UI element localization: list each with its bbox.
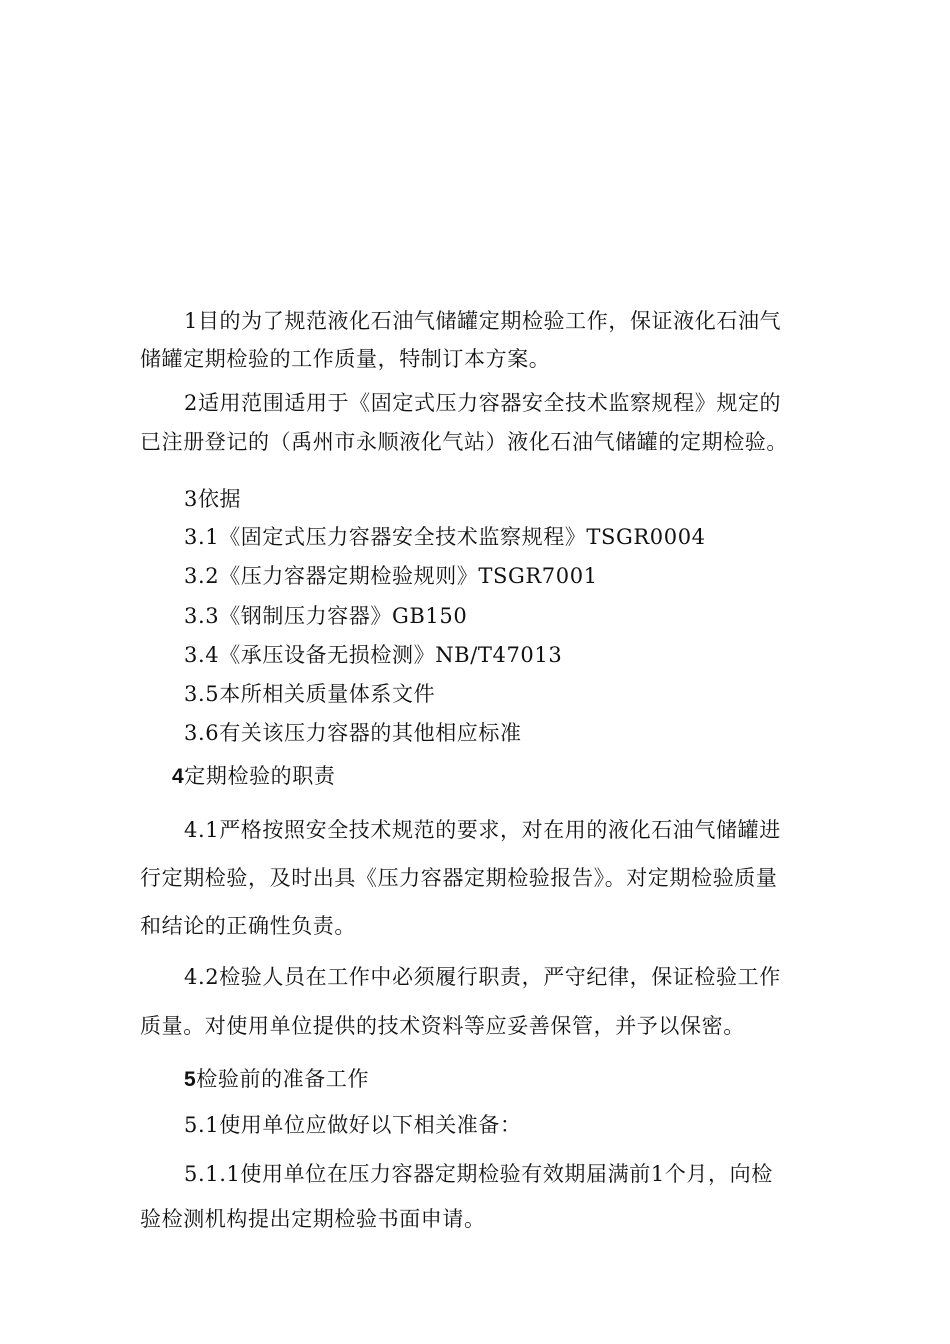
section5-item2-line2: 验检测机构提出定期检验书面申请。 <box>140 1207 486 1231</box>
section5-heading-text: 检验前的准备工作 <box>196 1067 370 1091</box>
section5-item1: 5.1使用单位应做好以下相关准备： <box>184 1113 522 1137</box>
section3-heading: 3依据 <box>184 487 242 511</box>
section5-heading-number: 5 <box>184 1068 197 1091</box>
section4-heading <box>172 762 335 791</box>
section3-item-6: 3.6有关该压力容器的其他相应标准 <box>184 721 522 745</box>
section2-line1: 2适用范围适用于《固定式压力容器安全技术监察规程》规定的 <box>184 391 782 415</box>
section4-p1-line2: 行定期检验，及时出具《压力容器定期检验报告》。对定期检验质量 <box>140 866 778 890</box>
section1-line2: 储罐定期检验的工作质量，特制订本方案。 <box>140 347 551 371</box>
section4-p2-line2: 质量。对使用单位提供的技术资料等应妥善保管，并予以保密。 <box>140 1014 745 1038</box>
section4-heading-number: 4 <box>172 765 185 788</box>
section3-item-1: 3.1《固定式压力容器安全技术监察规程》TSGR0004 <box>184 525 706 549</box>
section4-p2-line1: 4.2检验人员在工作中必须履行职责，严守纪律，保证检验工作 <box>184 965 781 989</box>
section5-heading <box>184 1065 369 1094</box>
section3-item-3: 3.3《钢制压力容器》GB150 <box>184 604 468 628</box>
section4-p1-line3: 和结论的正确性负责。 <box>140 914 356 938</box>
section3-item-5: 3.5本所相关质量体系文件 <box>184 682 436 706</box>
section4-p1-line1: 4.1严格按照安全技术规范的要求，对在用的液化石油气储罐进 <box>184 818 781 842</box>
section4-heading-text: 定期检验的职责 <box>184 764 336 788</box>
section3-item-2: 3.2《压力容器定期检验规则》TSGR7001 <box>184 564 598 588</box>
section2-line2: 已注册登记的（禹州市永顺液化气站）液化石油气储罐的定期检验。 <box>140 430 788 454</box>
section3-item-4: 3.4《承压设备无损检测》NB/T47013 <box>184 643 563 667</box>
section5-item2-line1: 5.1.1使用单位在压力容器定期检验有效期届满前1个月，向检 <box>184 1162 773 1186</box>
section1-line1: 1目的为了规范液化石油气储罐定期检验工作，保证液化石油气 <box>184 309 782 333</box>
